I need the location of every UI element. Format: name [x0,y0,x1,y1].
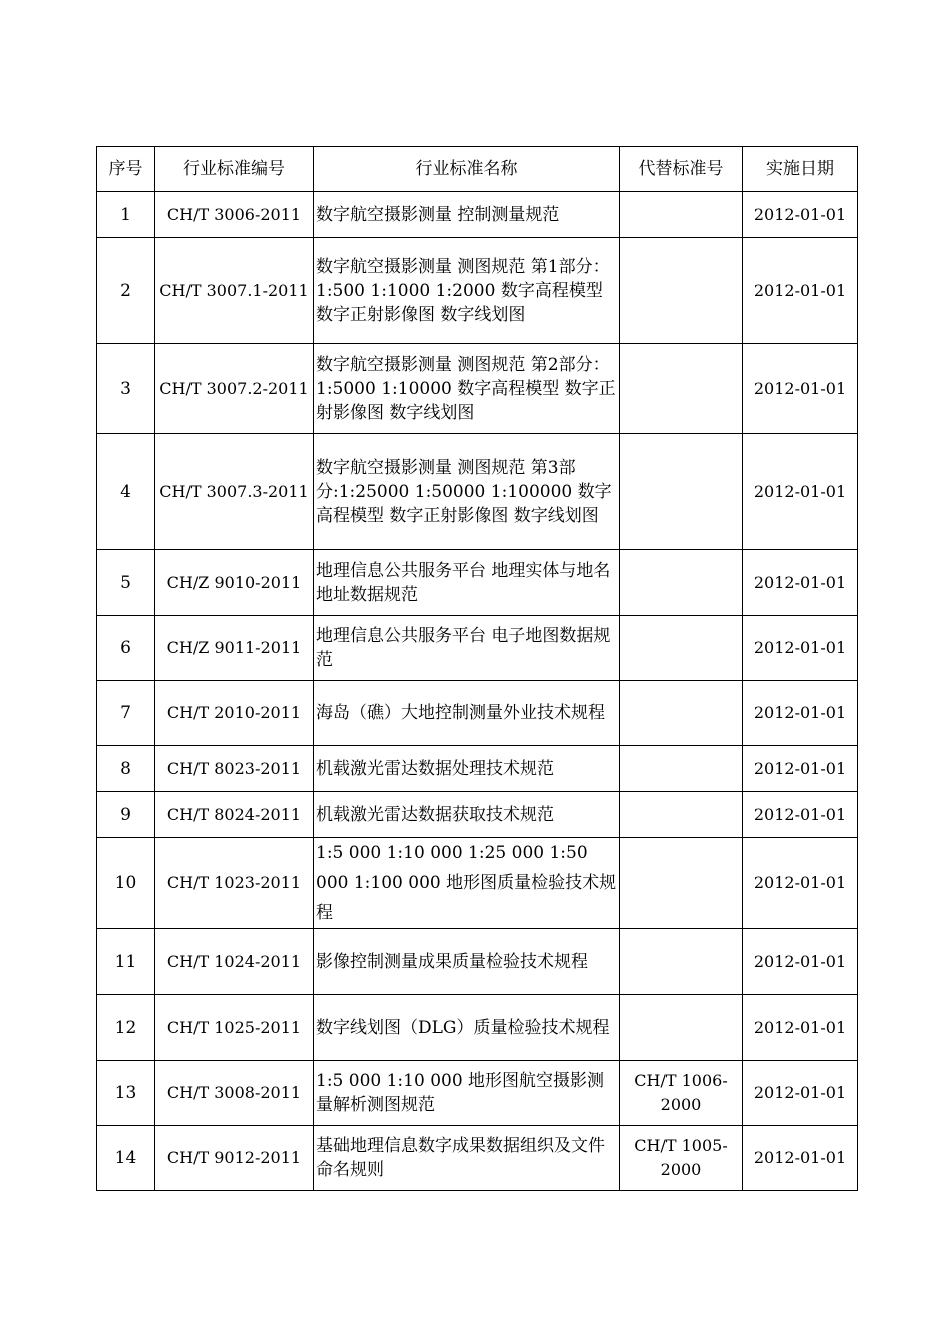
cell-seq: 3 [97,344,155,434]
cell-code: CH/T 3007.1-2011 [155,238,314,344]
cell-seq: 9 [97,792,155,838]
cell-date: 2012-01-01 [743,681,858,746]
standards-table [96,146,858,1191]
cell-replaced [620,792,743,838]
cell-code: CH/T 3007.2-2011 [155,344,314,434]
table-row [97,746,858,792]
cell-seq: 7 [97,681,155,746]
table-row [97,550,858,616]
cell-code: CH/T 3006-2011 [155,192,314,238]
table-row [97,1061,858,1126]
cell-date: 2012-01-01 [743,1126,858,1191]
cell-replaced: CH/T 1006-2000 [620,1061,743,1126]
cell-date: 2012-01-01 [743,1061,858,1126]
cell-date: 2012-01-01 [743,746,858,792]
cell-code: CH/T 9012-2011 [155,1126,314,1191]
header-code: 行业标准编号 [155,147,314,192]
cell-code: CH/T 1023-2011 [155,838,314,929]
table-row [97,838,858,929]
cell-replaced [620,838,743,929]
table-right-border-line [857,146,858,1182]
cell-replaced [620,746,743,792]
cell-replaced [620,929,743,995]
cell-code: CH/T 8024-2011 [155,792,314,838]
cell-name: 基础地理信息数字成果数据组织及文件命名规则 [314,1126,620,1191]
header-name: 行业标准名称 [314,147,620,192]
cell-name: 数字航空摄影测量 测图规范 第3部分:1:25000 1:50000 1:100000 数字高程模型 数字正射影像图 数字线划图 [314,434,620,550]
table-row [97,929,858,995]
cell-name: 地理信息公共服务平台 电子地图数据规范 [314,616,620,681]
cell-seq: 4 [97,434,155,550]
cell-replaced [620,192,743,238]
cell-date: 2012-01-01 [743,344,858,434]
table-header-row [97,147,858,192]
cell-code: CH/T 1024-2011 [155,929,314,995]
cell-name: 1:5 000 1:10 000 地形图航空摄影测量解析测图规范 [314,1061,620,1126]
table-row [97,344,858,434]
cell-replaced [620,344,743,434]
table-row [97,1126,858,1191]
cell-code: CH/T 1025-2011 [155,995,314,1061]
cell-date: 2012-01-01 [743,929,858,995]
cell-replaced [620,995,743,1061]
table-row [97,434,858,550]
header-seq: 序号 [97,147,155,192]
cell-code: CH/Z 9010-2011 [155,550,314,616]
cell-name: 数字线划图（DLG）质量检验技术规程 [314,995,620,1061]
cell-date: 2012-01-01 [743,616,858,681]
cell-date: 2012-01-01 [743,792,858,838]
cell-date: 2012-01-01 [743,550,858,616]
cell-code: CH/T 2010-2011 [155,681,314,746]
cell-seq: 11 [97,929,155,995]
cell-code: CH/T 8023-2011 [155,746,314,792]
table-row [97,681,858,746]
cell-name: 地理信息公共服务平台 地理实体与地名地址数据规范 [314,550,620,616]
header-date: 实施日期 [743,147,858,192]
cell-code: CH/Z 9011-2011 [155,616,314,681]
cell-date: 2012-01-01 [743,238,858,344]
cell-replaced: CH/T 1005-2000 [620,1126,743,1191]
cell-code: CH/T 3008-2011 [155,1061,314,1126]
cell-date: 2012-01-01 [743,995,858,1061]
cell-seq: 6 [97,616,155,681]
table-row [97,238,858,344]
cell-replaced [620,550,743,616]
cell-seq: 1 [97,192,155,238]
cell-seq: 2 [97,238,155,344]
cell-seq: 8 [97,746,155,792]
table-row [97,995,858,1061]
cell-name: 1:5 000 1:10 000 1:25 000 1:50 000 1:100 000 地形图质量检验技术规程 [314,838,620,929]
cell-seq: 12 [97,995,155,1061]
cell-name: 数字航空摄影测量 测图规范 第1部分：1:500 1:1000 1:2000 数字高程模型 数字正射影像图 数字线划图 [314,238,620,344]
cell-replaced [620,616,743,681]
cell-name: 数字航空摄影测量 测图规范 第2部分：1:5000 1:10000 数字高程模型 数字正射影像图 数字线划图 [314,344,620,434]
cell-replaced [620,238,743,344]
cell-name: 海岛（礁）大地控制测量外业技术规程 [314,681,620,746]
cell-replaced [620,434,743,550]
cell-date: 2012-01-01 [743,838,858,929]
cell-code: CH/T 3007.3-2011 [155,434,314,550]
table-row [97,616,858,681]
cell-seq: 14 [97,1126,155,1191]
cell-seq: 13 [97,1061,155,1126]
table-row [97,792,858,838]
table-row [97,192,858,238]
cell-date: 2012-01-01 [743,434,858,550]
cell-replaced [620,681,743,746]
cell-name: 机载激光雷达数据处理技术规范 [314,746,620,792]
cell-seq: 10 [97,838,155,929]
cell-name: 数字航空摄影测量 控制测量规范 [314,192,620,238]
cell-name: 影像控制测量成果质量检验技术规程 [314,929,620,995]
cell-date: 2012-01-01 [743,192,858,238]
cell-seq: 5 [97,550,155,616]
header-replaced: 代替标准号 [620,147,743,192]
cell-name: 机载激光雷达数据获取技术规范 [314,792,620,838]
